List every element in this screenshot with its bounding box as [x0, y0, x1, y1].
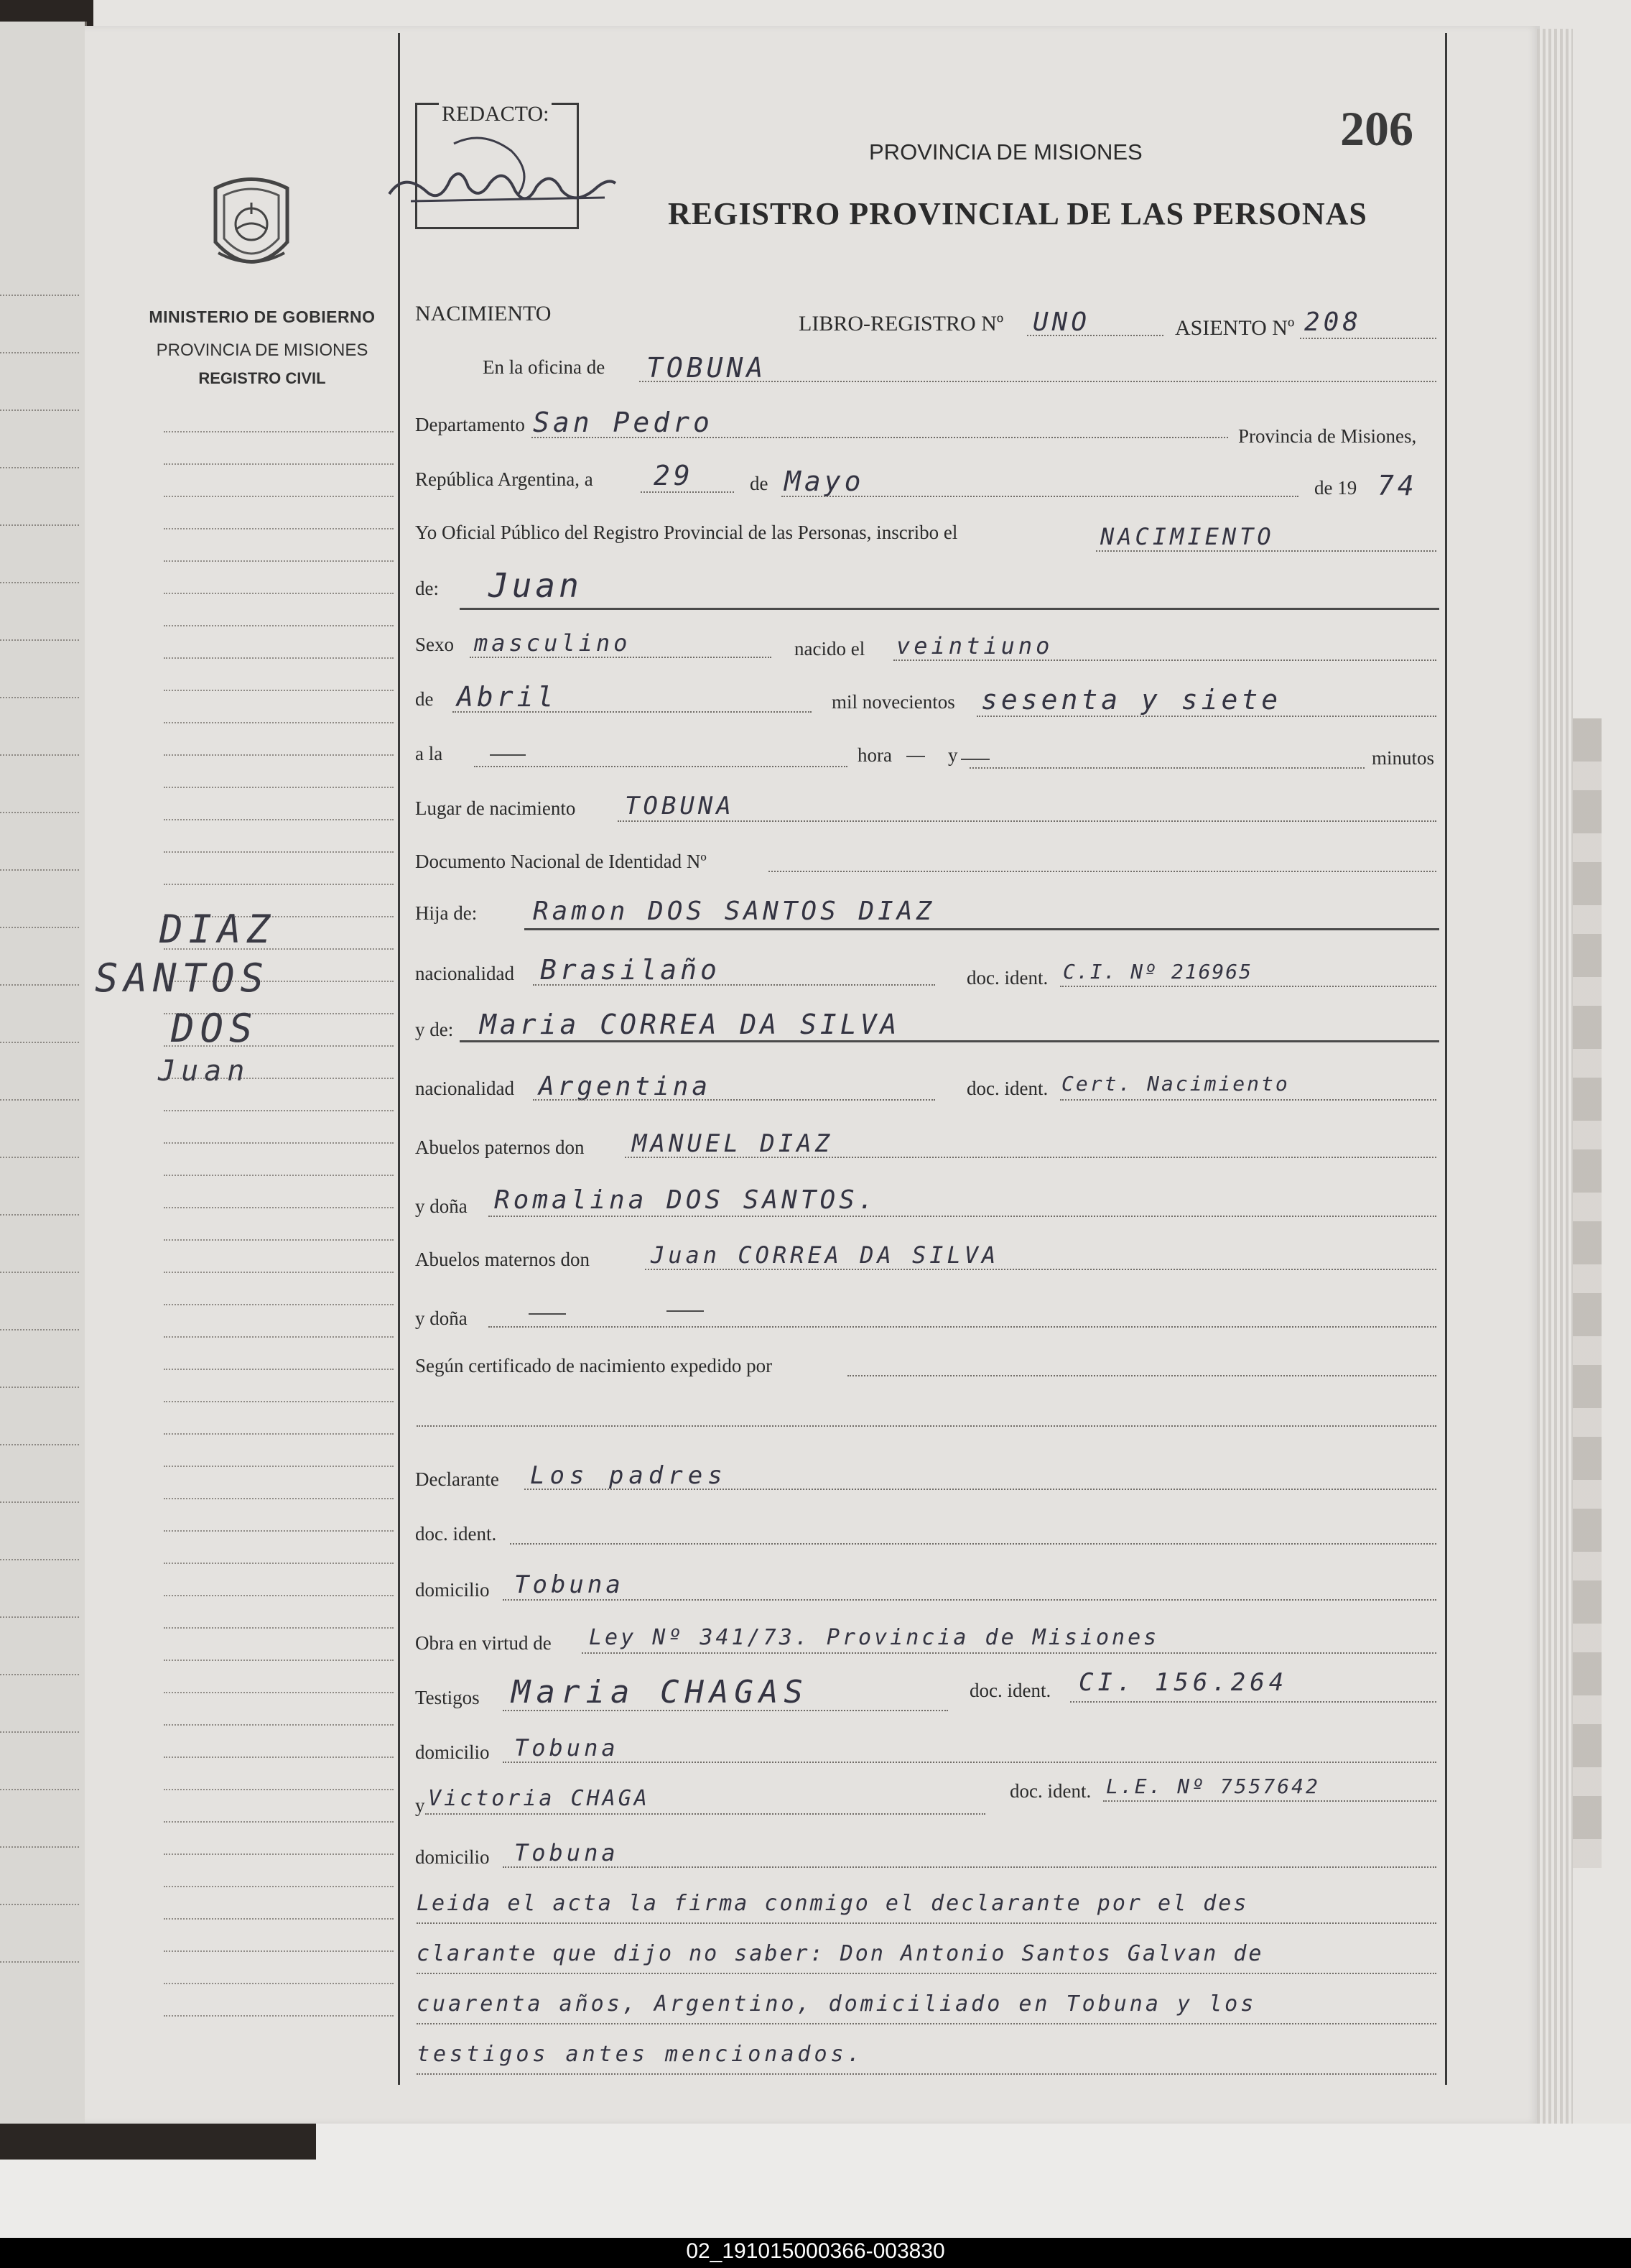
- oficial-value: NACIMIENTO: [1100, 523, 1275, 550]
- abuelos-maternos-label: Abuelos maternos don: [415, 1249, 590, 1270]
- declarante-value: Los padres: [530, 1461, 728, 1490]
- registry-name: REGISTRO CIVIL: [198, 369, 326, 387]
- left-column-rule: [398, 33, 400, 2085]
- docid4-label: doc. ident.: [1010, 1780, 1092, 1802]
- obra-value: Ley Nº 341/73. Provincia de Misiones: [589, 1625, 1160, 1650]
- sexo-value: masculino: [474, 629, 631, 657]
- anio-nac-value: sesenta y siete: [981, 684, 1282, 716]
- de-colon-label: de:: [415, 578, 439, 599]
- testigo1-value: Maria CHAGAS: [511, 1674, 809, 1711]
- dni-label: Documento Nacional de Identidad Nº: [415, 851, 707, 872]
- page-number: 206: [1340, 101, 1413, 156]
- departamento-value: San Pedro: [533, 407, 713, 438]
- segun-label: Según certificado de nacimiento expedido por: [415, 1355, 773, 1376]
- obra-label: Obra en virtud de: [415, 1632, 552, 1654]
- testigo2-value: Victoria CHAGA: [428, 1786, 650, 1811]
- nacionalidad2-label: nacionalidad: [415, 1078, 514, 1099]
- redacto-signature: [382, 122, 619, 223]
- abuela-paterna-value: Romalina DOS SANTOS.: [494, 1185, 878, 1215]
- closing-line-2: clarante que dijo no saber: Don Antonio Santos Galvan de: [417, 1941, 1264, 1966]
- province-name: PROVINCIA DE MISIONES: [156, 341, 368, 360]
- anio-prefix: de 19: [1314, 477, 1357, 499]
- docid3-value: CI. 156.264: [1079, 1668, 1288, 1697]
- left-facing-page: [0, 22, 87, 2126]
- margin-surname-3: DOS: [171, 1006, 259, 1051]
- domicilio2-value: Tobuna: [514, 1734, 619, 1762]
- docid2-value: Cert. Nacimiento: [1061, 1072, 1290, 1096]
- y-testigo-label: y: [415, 1795, 425, 1816]
- ydona2-label: y doña: [415, 1307, 468, 1329]
- nacionalidad1-value: Brasilaño: [540, 954, 720, 986]
- mes-nac-value: Abril: [457, 681, 557, 713]
- docid2-label: doc. ident.: [967, 1078, 1049, 1099]
- departamento-label: Departamento: [415, 414, 525, 435]
- minutos-label: minutos: [1372, 747, 1435, 769]
- domicilio1-value: Tobuna: [514, 1570, 624, 1599]
- nombre-value: Juan: [488, 566, 582, 605]
- provincia-suffix: Provincia de Misiones,: [1238, 425, 1417, 447]
- image-caption: 02_191015000366-003830: [686, 2239, 945, 2263]
- ala-label: a la: [415, 743, 443, 764]
- torn-page-edge: [1573, 718, 1602, 1868]
- libro-value: UNO: [1033, 307, 1091, 337]
- anio-value: 74: [1377, 470, 1418, 501]
- docident-label: doc. ident.: [415, 1523, 497, 1545]
- nacionalidad1-label: nacionalidad: [415, 963, 514, 984]
- asiento-label: ASIENTO Nº: [1175, 316, 1295, 340]
- hora-label: hora: [858, 744, 892, 766]
- registry-heading: REGISTRO PROVINCIAL DE LAS PERSONAS: [668, 196, 1367, 231]
- oficina-value: TOBUNA: [646, 352, 767, 384]
- nacido-label: nacido el: [794, 638, 865, 659]
- docid4-value: L.E. Nº 7557642: [1106, 1774, 1320, 1798]
- nacido-value: veintiuno: [896, 632, 1054, 659]
- closing-line-1: Leida el acta la firma conmigo el declarante por el des: [417, 1891, 1249, 1916]
- page-stack-edges: [1537, 29, 1573, 2126]
- domicilio3-value: Tobuna: [514, 1839, 619, 1866]
- libro-label: LIBRO-REGISTRO Nº: [799, 312, 1004, 335]
- padre-value: Ramon DOS SANTOS DIAZ: [533, 897, 936, 926]
- domicilio2-label: domicilio: [415, 1741, 490, 1763]
- madre-value: Maria CORREA DA SILVA: [480, 1009, 901, 1040]
- oficial-text: Yo Oficial Público del Registro Provincial de las Personas, inscribo el: [415, 522, 958, 543]
- testigos-label: Testigos: [415, 1687, 480, 1708]
- closing-line-4: testigos antes mencionados.: [417, 2042, 864, 2067]
- abuelo-paterno-value: MANUEL DIAZ: [632, 1129, 834, 1158]
- provincial-seal-icon: [208, 174, 294, 282]
- docid1-value: C.I. Nº 216965: [1063, 960, 1253, 983]
- nacionalidad2-value: Argentina: [539, 1072, 712, 1101]
- abuelos-paternos-label: Abuelos paternos don: [415, 1137, 585, 1158]
- redacto-label: REDACTO:: [439, 102, 552, 126]
- act-type-label: NACIMIENTO: [415, 302, 552, 325]
- docid3-label: doc. ident.: [970, 1680, 1051, 1701]
- right-column-rule: [1445, 33, 1447, 2085]
- declarante-label: Declarante: [415, 1468, 499, 1490]
- y-label: y: [948, 744, 958, 766]
- yde-label: y de:: [415, 1019, 454, 1040]
- margin-surname-1: DIAZ: [159, 907, 277, 952]
- sexo-label: Sexo: [415, 634, 454, 655]
- de-label: de: [750, 473, 768, 494]
- domicilio1-label: domicilio: [415, 1579, 490, 1601]
- hijo-label: Hija de:: [415, 902, 478, 924]
- closing-line-3: cuarenta años, Argentino, domiciliado en Tobuna y los: [417, 1991, 1257, 2017]
- oficina-label: En la oficina de: [483, 356, 605, 378]
- dia-value: 29: [654, 460, 694, 491]
- republica-label: República Argentina, a: [415, 468, 593, 490]
- margin-surname-2: SANTOS: [95, 955, 270, 1001]
- domicilio3-label: domicilio: [415, 1846, 490, 1868]
- ministry-name: MINISTERIO DE GOBIERNO: [149, 307, 376, 326]
- province-heading: PROVINCIA DE MISIONES: [869, 139, 1143, 165]
- mil-label: mil novecientos: [832, 691, 955, 713]
- mes-value: Mayo: [784, 466, 865, 497]
- docid1-label: doc. ident.: [967, 967, 1049, 989]
- lugar-value: TOBUNA: [625, 792, 735, 820]
- lugar-label: Lugar de nacimiento: [415, 797, 576, 819]
- ydona1-label: y doña: [415, 1195, 468, 1217]
- abuelo-materno-value: Juan CORREA DA SILVA: [651, 1241, 1000, 1269]
- de2-label: de: [415, 688, 434, 710]
- asiento-value: 208: [1304, 307, 1362, 337]
- margin-given-name: Juan: [158, 1055, 251, 1088]
